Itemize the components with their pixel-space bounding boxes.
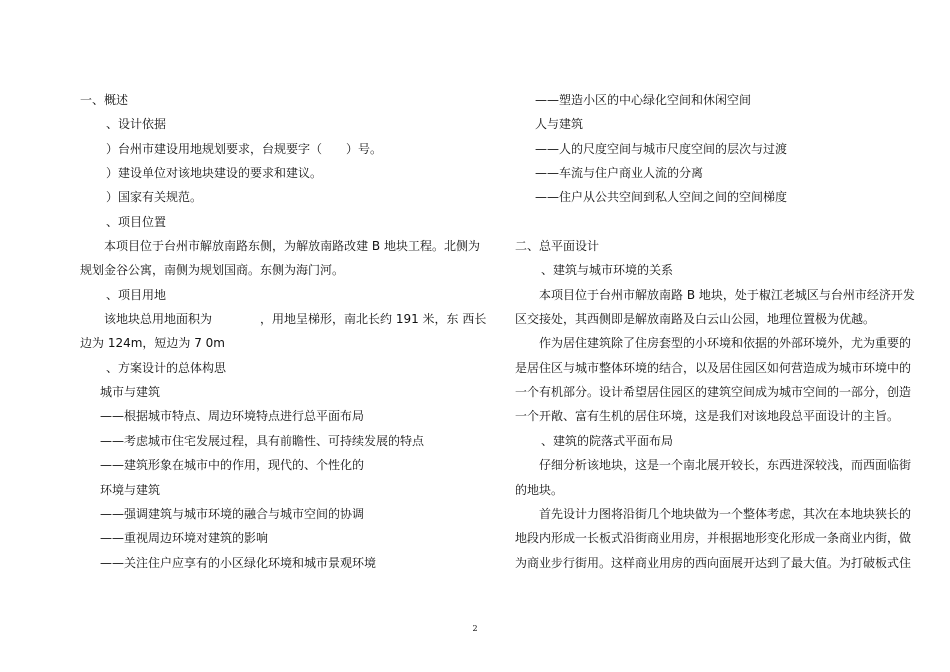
text-line: ——建筑形象在城市中的作用，现代的、个性化的	[100, 458, 365, 473]
page-number: 2	[472, 624, 478, 633]
text-line: 边为 124m，短边为 7 0m	[80, 336, 225, 351]
left-column	[80, 88, 487, 575]
text-line: ——人的尺度空间与城市尺度空间的层次与过渡	[535, 141, 788, 156]
text-line: 地段内形成一长板式沿街商业用房，并根据地形变化形成一条商业内街，做	[515, 531, 912, 546]
text-line: ）建设单位对该地块建设的要求和建议。	[106, 166, 323, 181]
text-line: ——强调建筑与城市环境的融合与城市空间的协调	[100, 506, 365, 521]
text-line: 城市与建筑	[100, 385, 161, 400]
text-line: 一个开敞、富有生机的居住环境，这是我们对该地段总平面设计的主旨。	[515, 409, 900, 424]
text-line: 本项目位于台州市解放南路 B 地块，处于椒江老城区与台州市经济开发	[539, 287, 915, 302]
text-line: ——根据城市特点、周边环境特点进行总平面布局	[100, 409, 365, 424]
text-line: 该地块总用地面积为 ，用地呈梯形，南北长约 191 米，东 西长	[104, 312, 487, 327]
right-column	[515, 88, 915, 575]
text-line: 的地块。	[515, 482, 564, 497]
text-line: 人与建筑	[535, 117, 584, 132]
text-line: 规划金谷公寓，南侧为规划国商。东侧为海门河。	[80, 263, 345, 278]
text-line: 环境与建筑	[100, 482, 161, 497]
text-line: 、建筑的院落式平面布局	[541, 433, 674, 448]
text-line: ——重视周边环境对建筑的影响	[100, 531, 269, 546]
text-line: 二、总平面设计	[515, 239, 600, 254]
text-line: 是居住区与城市整体环境的结合，以及居住园区如何营造成为城市环境中的	[515, 360, 912, 375]
text-line: 为商业步行街用。这样商业用房的西向面展开达到了最大值。为打破板式住	[515, 555, 912, 570]
text-line: 、方案设计的总体构思	[106, 360, 227, 375]
text-line: 首先设计力图将沿街几个地块做为一个整体考虑，其次在本地块狭长的	[539, 506, 912, 521]
text-line: ——住户从公共空间到私人空间之间的空间梯度	[535, 190, 788, 205]
text-line: ）台州市建设用地规划要求，台规要字（ ）号。	[106, 141, 383, 156]
text-line: 、设计依据	[106, 117, 167, 132]
text-line: ——关注住户应享有的小区绿化环境和城市景观环境	[100, 555, 377, 570]
text-line: 本项目位于台州市解放南路东侧，为解放南路改建 B 地块工程。北侧为	[104, 239, 480, 254]
text-line: 作为居住建筑除了住房套型的小环境和依据的外部环境外，尤为重要的	[539, 336, 912, 351]
text-line: ——车流与住户商业人流的分离	[535, 166, 704, 181]
text-line: 一、概述	[80, 93, 129, 107]
text-line	[515, 210, 893, 234]
text-line: 仔细分析该地块，这是一个南北展开较长，东西进深较浅，而西面临街	[539, 458, 912, 473]
text-line: 、项目位置	[106, 214, 167, 229]
text-line: 一个有机部分。设计希望居住园区的建筑空间成为城市空间的一部分，创造	[515, 385, 912, 400]
text-line: ——考虑城市住宅发展过程，具有前瞻性、可持续发展的特点	[100, 433, 425, 448]
text-line: 、建筑与城市环境的关系	[541, 263, 674, 278]
text-line: 、项目用地	[106, 287, 167, 302]
text-line: ）国家有关规范。	[106, 190, 203, 205]
text-line: ——塑造小区的中心绿化空间和休闲空间	[535, 93, 752, 107]
text-line: 区交接处，其西侧即是解放南路及白云山公园，地理位置极为优越。	[515, 312, 876, 327]
